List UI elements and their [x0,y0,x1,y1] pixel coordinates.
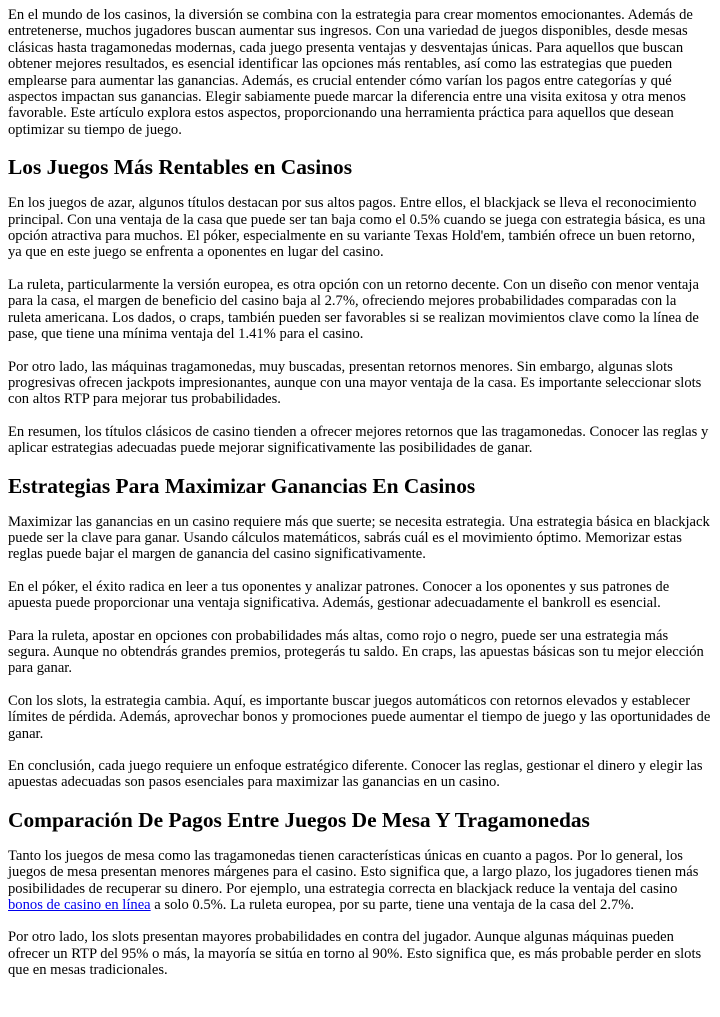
paragraph: Maximizar las ganancias en un casino requiere más que suerte; se necesita estrategia. Una estrategia básica en blackjack puede ser la clave para ganar. Usando cálculos matemáticos, sabrás cuál es el movimiento óptimo. Memorizar estas reglas puede bajar el margen de ganancia del casino significativamente. [8,513,710,563]
section-heading-comparacion: Comparación De Pagos Entre Juegos De Mesa Y Tragamonedas [8,807,590,832]
intro-paragraph: En el mundo de los casinos, la diversión se combina con la estrategia para crear momentos emocionantes. Además de entretenerse, muchos jugadores buscan aumentar sus ingresos. Con una variedad de juegos disponibles, desde mesas clásicas hasta tragamonedas modernas, cada juego presenta ventajas y desventajas únicas. Para aquellos que buscan obtener mejores resultados, es esencial identificar las opciones más rentables, así como las estrategias que pueden emplearse para aumentar las ganancias. Además, es crucial entender cómo varían los pagos entre categorías y qué aspectos impactan sus ganancias. Elegir sabiamente puede marcar la diferencia entre una visita exitosa y otra menos favorable. Este artículo explora estos aspectos, proporcionando una herramienta práctica para aquellos que desean optimizar su tiempo de juego. [8,7,693,138]
section-heading-estrategias: Estrategias Para Maximizar Ganancias En Casinos [8,473,476,498]
paragraph: En conclusión, cada juego requiere un enfoque estratégico diferente. Conocer las reglas, gestionar el dinero y elegir las apuestas adecuadas son pasos esenciales para maximizar las ganancias en un casino. [8,758,703,791]
bonos-link[interactable]: bonos de casino en línea [8,897,151,914]
paragraph: Con los slots, la estrategia cambia. Aquí, es importante buscar juegos automáticos con retornos elevados y establecer límites de pérdida. Además, aprovechar bonos y promociones puede aumentar el tiempo de juego y las oportunidades de ganar. [8,692,711,742]
text-after-link: a solo 0.5%. La ruleta europea, por su parte, tiene una ventaja de la casa del 2.7%. [150,897,635,914]
paragraph: Para la ruleta, apostar en opciones con probabilidades más altas, como rojo o negro, puede ser una estrategia más segura. Aunque no obtendrás grandes premios, protegerás tu saldo. En craps, las apuestas básicas son tu mejor elección para ganar. [8,627,704,677]
paragraph: En resumen, los títulos clásicos de casino tienden a ofrecer mejores retornos que las tragamonedas. Conocer las reglas y aplicar estrategias adecuadas puede mejorar significativamente las posibilidades de ganar. [8,423,709,457]
paragraph: En el póker, el éxito radica en leer a tus oponentes y analizar patrones. Conocer a los oponentes y sus patrones de apuesta puede proporcionar una ventaja significativa. Además, gestionar adecuadamente el bankroll es esencial. [8,578,670,612]
paragraph: Por otro lado, los slots presentan mayores probabilidades en contra del jugador. Aunque algunas máquinas pueden ofrecer un RTP del 95% o más, la mayoría se sitúa en torno al 90%. Esto significa que, es más probable perder en slots que en mesas tradicionales. [8,929,702,979]
section-heading-rentables: Los Juegos Más Rentables en Casinos [8,155,353,180]
paragraph: Por otro lado, las máquinas tragamonedas, muy buscadas, presentan retornos menores. Sin embargo, algunas slots progresivas ofrecen jackpots impresionantes, aunque con una mayor ventaja de la casa. Es importante seleccionar slots con altos RTP para mejorar tus probabilidades. [8,358,702,408]
text-before-link: Tanto los juegos de mesa como las tragamonedas tienen características únicas en cuanto a pagos. Por lo general, los juegos de mesa presentan menores márgenes para el casino. Esto significa que, a largo plazo, los jugadores tienen más posibilidades de recuperar su dinero. Por ejemplo, una estrategia correcta en blackjack reduce la ventaja del casino [8,847,699,897]
paragraph: En los juegos de azar, algunos títulos destacan por sus altos pagos. Entre ellos, el blackjack se lleva el reconocimiento principal. Con una ventaja de la casa que puede ser tan baja como el 0.5% cuando se juega con estrategia básica, es una opción atractiva para muchos. El póker, especialmente en su variante Texas Hold'em, también ofrece un buen retorno, ya que en este juego se enfrenta a oponentes en lugar del casino. [8,195,706,261]
paragraph-with-link [8,848,712,914]
paragraph: La ruleta, particularmente la versión europea, es otra opción con un retorno decente. Con un diseño con menor ventaja para la casa, el margen de beneficio del casino baja al 2.7%, ofreciendo mejores probabilidades comparadas con la ruleta americana. Los dados, o craps, también pueden ser favorables si se realizan movimientos clave como la línea de pase, que tiene una mínima ventaja del 1.41% para el casino. [8,276,699,343]
